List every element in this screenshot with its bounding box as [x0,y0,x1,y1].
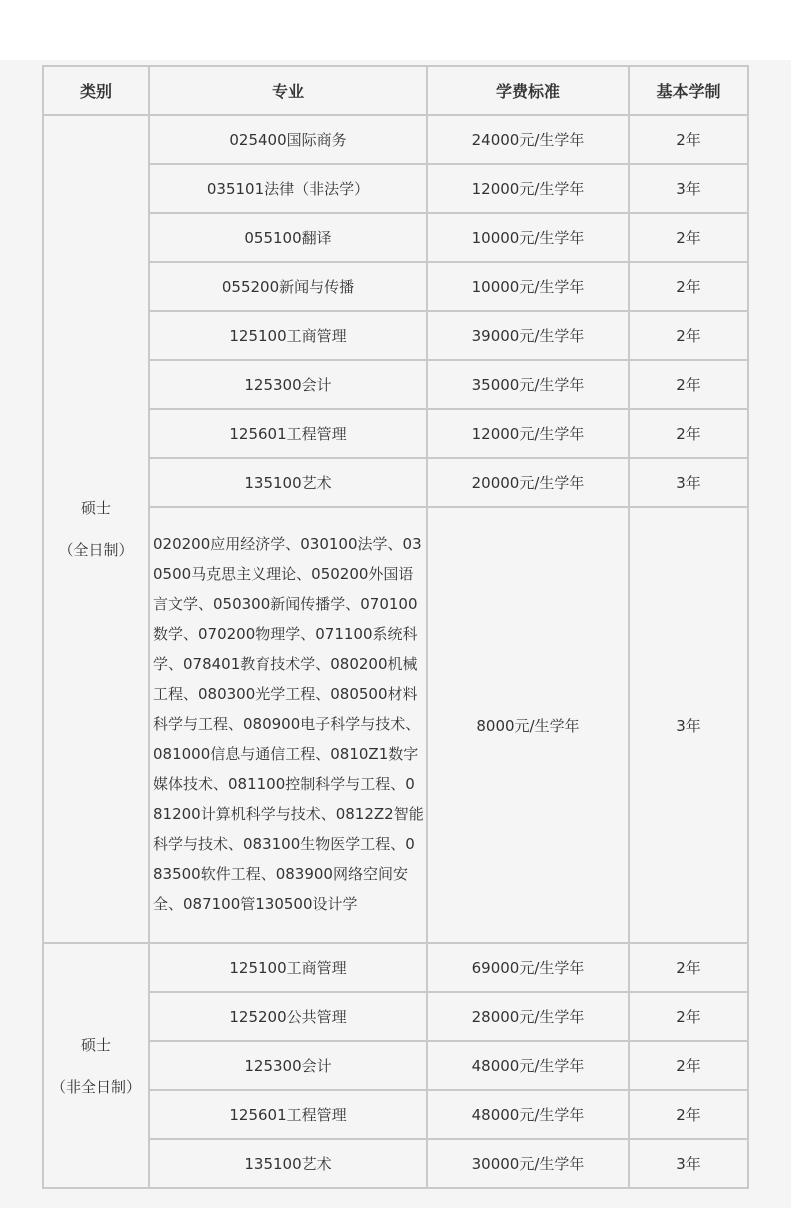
fee-cell: 28000元/生学年 [427,992,629,1041]
table-row [43,409,748,458]
table-row [43,1041,748,1090]
major-cell: 125100工商管理 [149,943,427,992]
fee-cell: 30000元/生学年 [427,1139,629,1188]
table-header-row [43,66,748,115]
duration-cell: 2年 [629,262,748,311]
fee-cell: 48000元/生学年 [427,1041,629,1090]
fee-cell: 12000元/生学年 [427,164,629,213]
major-cell: 125601工程管理 [149,409,427,458]
category-cell-fulltime [43,115,149,943]
table-row [43,262,748,311]
table-row [43,1139,748,1188]
duration-cell: 3年 [629,1139,748,1188]
fee-cell: 12000元/生学年 [427,409,629,458]
duration-cell: 3年 [629,164,748,213]
duration-cell: 2年 [629,311,748,360]
duration-cell: 2年 [629,992,748,1041]
fee-cell: 10000元/生学年 [427,213,629,262]
major-cell: 135100艺术 [149,1139,427,1188]
top-blank-area [0,0,791,60]
table-row [43,213,748,262]
table-row [43,943,748,992]
table-row [43,115,748,164]
duration-cell: 2年 [629,409,748,458]
major-cell: 055200新闻与传播 [149,262,427,311]
fee-cell: 35000元/生学年 [427,360,629,409]
header-fee: 学费标准 [427,66,629,115]
category-line1: 硕士 [80,499,111,517]
duration-cell: 2年 [629,1090,748,1139]
major-cell: 025400国际商务 [149,115,427,164]
fee-cell: 10000元/生学年 [427,262,629,311]
major-cell: 125601工程管理 [149,1090,427,1139]
table-row [43,992,748,1041]
duration-cell: 2年 [629,213,748,262]
header-major: 专业 [149,66,427,115]
duration-cell: 3年 [629,507,748,943]
fee-cell: 8000元/生学年 [427,507,629,943]
duration-cell: 3年 [629,458,748,507]
fee-cell: 20000元/生学年 [427,458,629,507]
fee-cell: 24000元/生学年 [427,115,629,164]
major-cell: 035101法律（非法学） [149,164,427,213]
table-row [43,458,748,507]
duration-cell: 2年 [629,115,748,164]
category-cell-parttime [43,943,149,1188]
category-line1: 硕士 [80,1035,111,1054]
tuition-fee-table [42,65,749,1189]
major-cell: 135100艺术 [149,458,427,507]
table-row [43,507,748,943]
major-cell: 125200公共管理 [149,992,427,1041]
fee-cell: 39000元/生学年 [427,311,629,360]
fee-cell: 48000元/生学年 [427,1090,629,1139]
duration-cell: 2年 [629,943,748,992]
major-cell: 125100工商管理 [149,311,427,360]
major-cell: 125300会计 [149,360,427,409]
table-row [43,164,748,213]
header-duration: 基本学制 [629,66,748,115]
table-row [43,1090,748,1139]
major-cell: 125300会计 [149,1041,427,1090]
category-line2: （全日制） [58,541,134,559]
table-row [43,360,748,409]
duration-cell: 2年 [629,360,748,409]
table-row [43,311,748,360]
major-list-cell: 020200应用经济学、030100法学、030500马克思主义理论、050200外国语言文学、050300新闻传播学、070100数学、070200物理学、071100系统科学、078401教育技术学、080200机械工程、080300光学工程、080500材料科学与工程、080900电子科学与技术、081000信息与通信工程、0810Z1数字媒体技术、081100控制科学与工程、081200计算机科学与技术、0812Z2智能科学与技术、083100生物医学工程、083500软件工程、083900网络空间安全、087100管130500设计学 [149,507,427,943]
category-line2: （非全日制） [50,1077,141,1096]
major-cell: 055100翻译 [149,213,427,262]
header-category: 类别 [43,66,149,115]
fee-cell: 69000元/生学年 [427,943,629,992]
duration-cell: 2年 [629,1041,748,1090]
